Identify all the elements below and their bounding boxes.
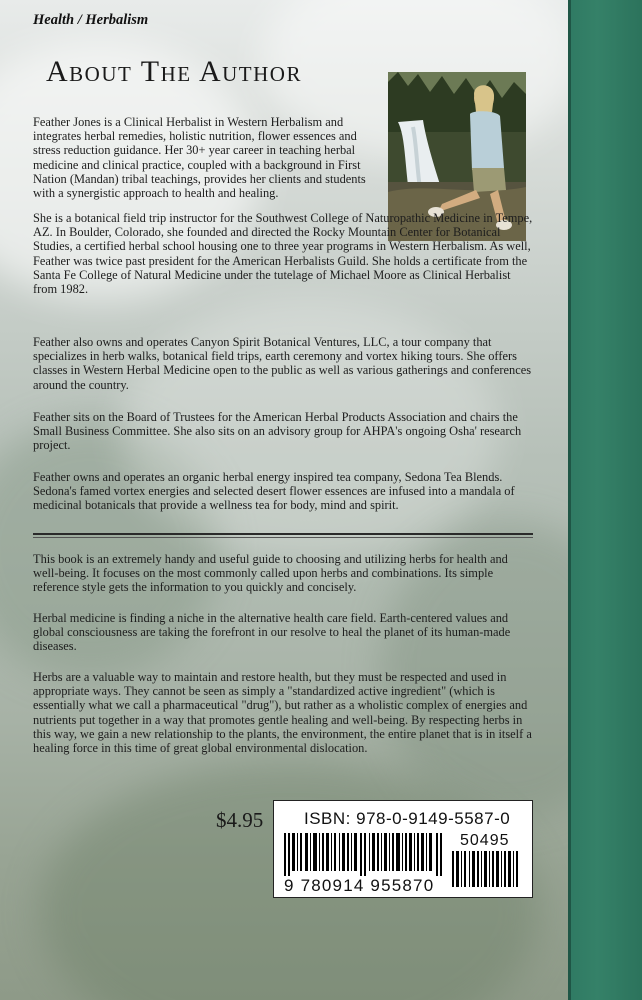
section-divider	[33, 537, 533, 538]
bio-paragraph: Feather also owns and operates Canyon Spirit Botanical Ventures, LLC, a tour company that specializes in herb walks, botanical field trips, earth ceremony and vortex hiking tours. She offers classes in Western Herbal Medicine open to the public as well as various gatherings and conferences around the country.	[33, 335, 532, 392]
bio-paragraph: Feather sits on the Board of Trustees for the American Herbal Products Association and chairs the Small Business Committee. She also sits on an advisory group for AHPA's ongoing Osha' research project.	[33, 410, 522, 453]
description-paragraph: This book is an extremely handy and useful guide to choosing and utilizing herbs for health and well-being. It focuses on the most commonly called upon herbs and combinations. Its simple reference style gets the information to you quickly and concisely.	[33, 552, 508, 595]
addon-price-code: 50495	[460, 832, 510, 849]
isbn-text: ISBN: 978-0-9149-5587-0	[304, 809, 511, 828]
ean-digits: 9 780914 955870	[284, 876, 444, 896]
bio-paragraph: She is a botanical field trip instructor for the Southwest College of Naturopathic Medicine in Tempe, AZ. In Boulder, Colorado, she founded and directed the Rocky Mountain Center for Botanical Studies, a certified herbal school housing one to three year programs in Western Herbalism. As well, Feather was twice past president for the American Herbalists Guild. She holds a certificate from the Santa Fe College of Natural Medicine under the tutelage of Michael Moore as Clinical Herbalist from 1982.	[33, 211, 533, 297]
bio-paragraph: Feather Jones is a Clinical Herbalist in Western Herbalism and integrates herbal remedies, holistic nutrition, flower essences and stress reduction guidance. Her 30+ year career in teaching herbal medicine and clinical practice, coupled with a background in First Nation (Mandan) tribal teachings, provides her clients and students with a synergistic approach to health and healing.	[33, 115, 366, 201]
price-label: $4.95	[216, 808, 264, 832]
section-heading: About The Author	[46, 55, 302, 88]
isbn-barcode	[273, 800, 533, 898]
description-paragraph: Herbs are a valuable way to maintain and restore health, but they must be respected and used in appropriate ways. They cannot be seen as simply a "standardized active ingredient" (which is essentially what we call a pharmaceutical "drug"), but rather as a wholistic complex of energies and nutrients put together in a way that promotes gentle healing and well-being. By respecting herbs in this way, we gain a new relationship to the plants, the environment, the entire planet that is in itself a healing force in this time of great global environmental dislocation.	[33, 670, 532, 756]
category-label: Health / Herbalism	[33, 12, 149, 28]
bio-paragraph: Feather owns and operates an organic herbal energy inspired tea company, Sedona Tea Blends. Sedona's famed vortex energies and selected desert flower essences are infused into a mandala of medicinal botanicals that provide a wellness tea for body, mind and spirit.	[33, 470, 515, 513]
ean-barcode-bars	[284, 833, 446, 877]
description-paragraph: Herbal medicine is finding a niche in the alternative health care field. Earth-centered values and global consciousness are taking the forefront in our resolve to heal the planet of its human-made diseases.	[33, 611, 511, 654]
addon-barcode-bars	[452, 851, 522, 887]
section-divider	[33, 533, 533, 535]
book-spine	[568, 0, 642, 1000]
